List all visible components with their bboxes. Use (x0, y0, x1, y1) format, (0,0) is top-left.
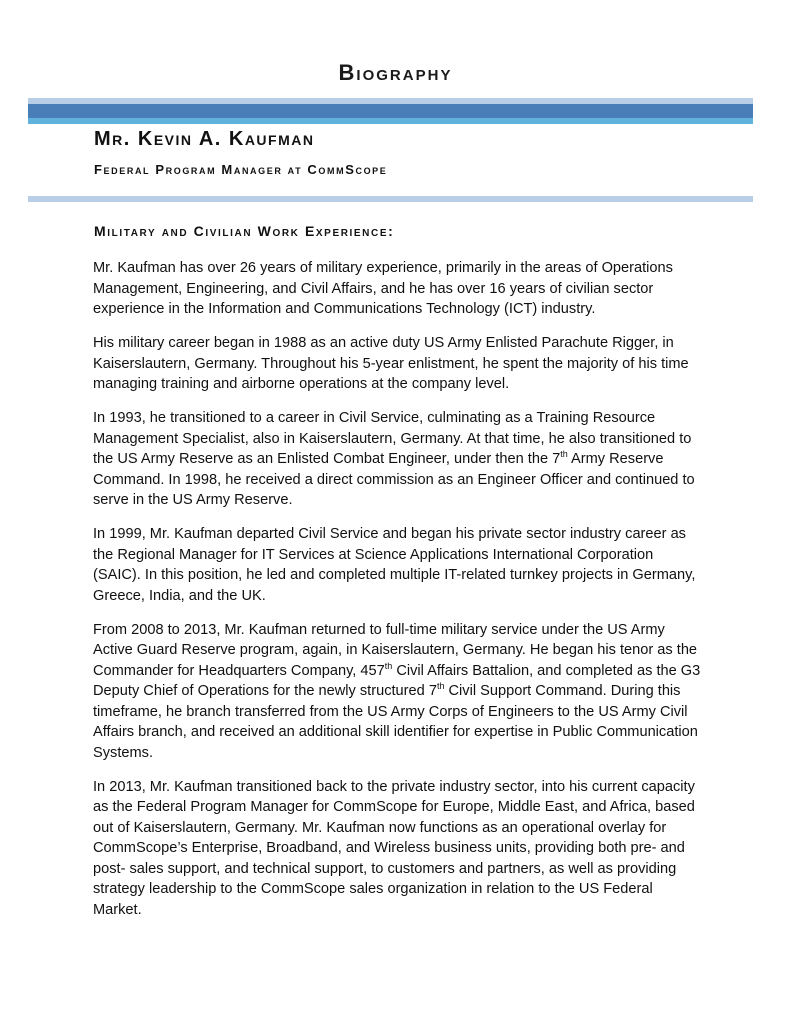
paragraph-3-part-b: Army Reserve Command. In 1998, he received a direct commission as an Engineer Officer and continued to serve in the US Army Reserve. (93, 451, 695, 508)
paragraph-3-part-a: In 1993, he transitioned to a career in Civil Service, culminating as a Training Resource Management Specialist, also in Kaiserslautern, Germany. At that time, he also transitioned to the US Army Reserve as an Enlisted Combat Engineer, under then the 7 (93, 410, 692, 467)
divider-band (28, 196, 753, 202)
person-name: Mr. Kevin A. Kaufman (94, 128, 315, 150)
ordinal-suffix: th (384, 660, 393, 671)
paragraph-1: Mr. Kaufman has over 26 years of military experience, primarily in the areas of Operations Management, Engineering, and Civil Affairs, and he has over 16 years of civilian sector experience in the Information and Communications Technology (ICT) industry. (93, 260, 673, 317)
paragraph-6: In 2013, Mr. Kaufman transitioned back to the private industry sector, into his current capacity as the Federal Program Manager for CommScope for Europe, Middle East, and Africa, based out of Kaiserslautern, Germany. Mr. Kaufman now functions as an operational overlay for CommScope’s Enterprise, Broadband, and Wireless business units, providing both pre- and post- sales support, and technical support, to customers and partners, as well as providing strategy leadership to the CommScope sales organization in relation to the US Federal Market. (93, 778, 695, 918)
paragraph-5 (93, 620, 705, 764)
biography-body (93, 258, 705, 934)
header-band-cyan (28, 118, 753, 124)
paragraph-3 (93, 408, 705, 511)
paragraph-2: His military career began in 1988 as an active duty US Army Enlisted Parachute Rigger, in Kaiserslautern, Germany. Throughout his 5-year enlistment, he spent the majority of his time managing training and airborne operations at the company level. (93, 335, 689, 392)
page-title: Biography (338, 60, 453, 85)
paragraph-5-part-b: Civil Affairs Battalion, and completed as the G3 Deputy Chief of Operations for the newly structured 7 (93, 662, 701, 699)
paragraph-5-part-a: From 2008 to 2013, Mr. Kaufman returned to full-time military service under the US Army Active Guard Reserve program, again, in Kaiserslautern, Germany. He began his tenor as the Commander for Headquarters Company, 457 (93, 621, 698, 679)
section-heading: Military and Civilian Work Experience: (94, 223, 395, 239)
paragraph-4: In 1999, Mr. Kaufman departed Civil Service and began his private sector industry career as the Regional Manager for IT Services at Science Applications International Corporation (SAIC). In this position, he led and completed multiple IT-related turnkey projects in Germany, Greece, India, and the UK. (93, 526, 696, 604)
paragraph-5-part-c: Civil Support Command. During this timeframe, he branch transferred from the US Army Corps of Engineers to the US Army Civil Affairs branch, and received an additional skill identifier for expertise in Public Communication Systems. (93, 683, 698, 761)
person-subtitle: Federal Program Manager at CommScope (94, 162, 388, 177)
ordinal-suffix: th (436, 681, 445, 691)
header-band-dark (28, 104, 753, 118)
ordinal-suffix: th (560, 449, 568, 459)
